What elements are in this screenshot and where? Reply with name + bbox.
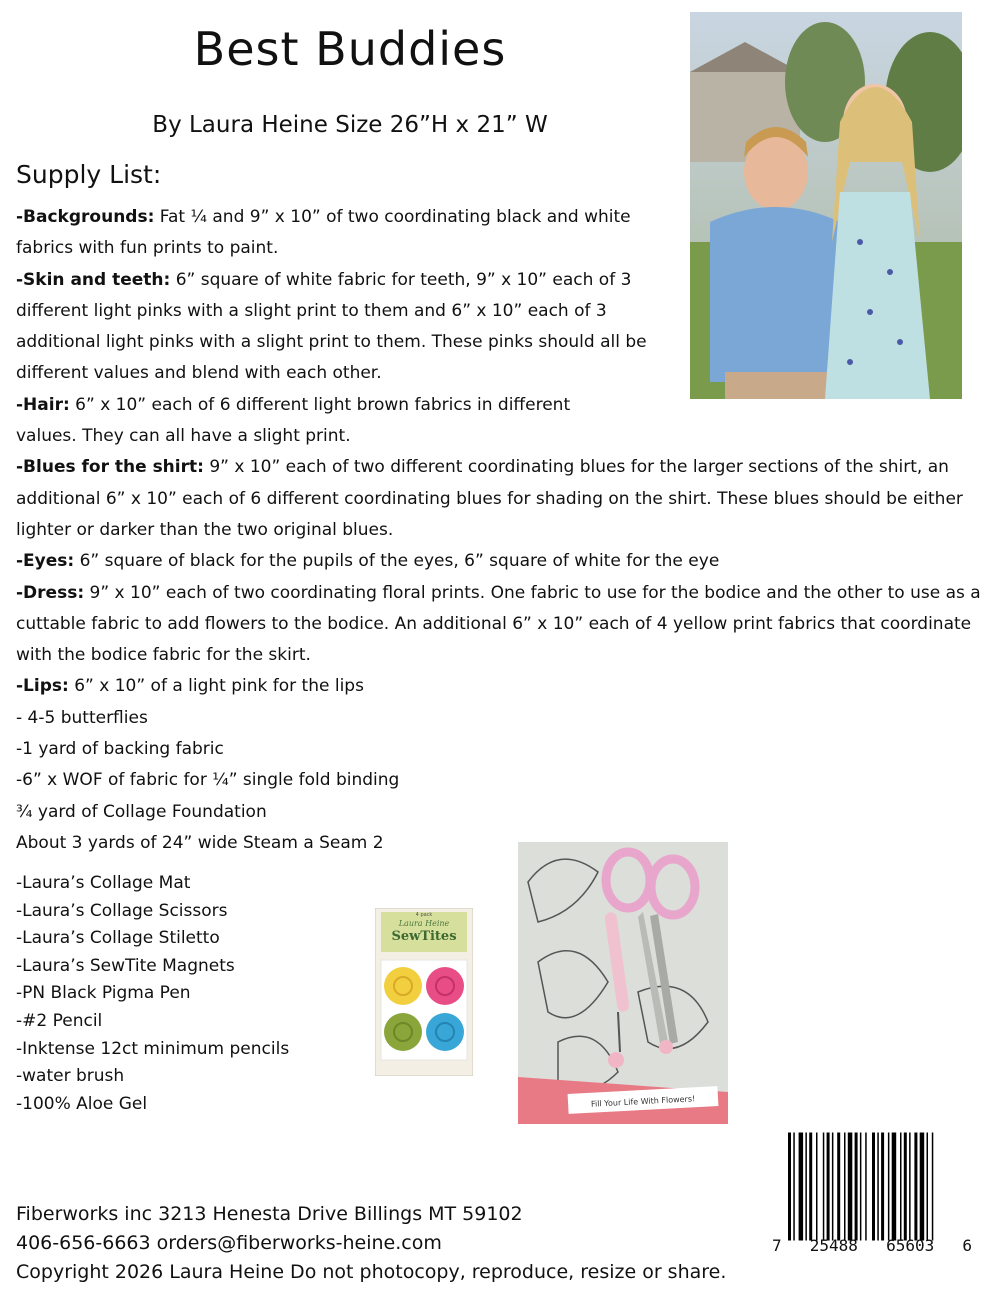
list-item: -Laura’s Collage Mat: [16, 873, 191, 893]
supply-list-heading: Supply List:: [16, 160, 162, 189]
list-item: -#2 Pencil: [16, 1010, 103, 1031]
byline: By Laura Heine Size 26”H x 21” W: [152, 112, 548, 138]
list-item: -PN Black Pigma Pen: [16, 983, 191, 1004]
tools-list: [16, 870, 289, 1118]
item-skin-teeth: -Skin and teeth: 6” square of white fabric for teeth, 9” x 10” each of 3 different light pinks with a slight print to them and 6” x 10” each of 3 additional light pinks with a slight print to them. These pinks should all be different values and blend with each other.: [16, 269, 647, 384]
supply-list: [16, 202, 988, 859]
list-item: -100% Aloe Gel: [16, 1093, 148, 1114]
list-item: -Laura’s Collage Stiletto: [16, 928, 220, 949]
footer-contact: 406-656-6663 orders@fiberworks-heine.com: [16, 1232, 442, 1254]
barcode-digits: 7 25488 65603 6: [772, 1236, 972, 1255]
package-name: SewTites: [391, 929, 457, 944]
list-item: -Laura’s Collage Scissors: [16, 900, 228, 921]
footer: [16, 1200, 726, 1287]
footer-copyright: Copyright 2026 Laura Heine Do not photocopy, reproduce, resize or share.: [16, 1261, 727, 1283]
package-brand: Laura Heine: [398, 919, 450, 928]
item-blues: -Blues for the shirt: 9” x 10” each of two different coordinating blues for the larger sections of the shirt, an additional 6” x 10” each of 6 different coordinating blues for shading on the shirt. These blues should be either lighter or darker than the two original blues.: [16, 457, 963, 540]
item-lips: -Lips: 6” x 10” of a light pink for the lips: [16, 676, 364, 697]
collage-mat-scissors-image: [518, 842, 728, 1124]
list-item: -6” x WOF of fabric for ¼” single fold binding: [16, 770, 400, 791]
package-count: 4 pack: [415, 912, 433, 918]
list-item: -water brush: [16, 1066, 125, 1087]
page-title: Best Buddies: [193, 22, 507, 76]
list-item: -Inktense 12ct minimum pencils: [16, 1038, 290, 1059]
list-item: -Laura’s SewTite Magnets: [16, 955, 235, 976]
item-backgrounds: -Backgrounds: Fat ¼ and 9” x 10” of two coordinating black and white fabrics with fun prints to paint.: [16, 207, 631, 259]
list-item: ¾ yard of Collage Foundation: [16, 801, 267, 822]
list-item: - 4-5 butterflies: [16, 707, 148, 728]
list-item: About 3 yards of 24” wide Steam a Seam 2: [16, 832, 384, 853]
item-dress: -Dress: 9” x 10” each of two coordinating floral prints. One fabric to use for the bodice and the other to use as a cuttable fabric to add flowers to the bodice. An additional 6” x 10” each of 4 yellow print fabrics that coordinate with the bodice fabric for the skirt.: [16, 582, 981, 666]
item-eyes: -Eyes: 6” square of black for the pupils of the eyes, 6” square of white for the eye: [16, 551, 720, 572]
list-item: -1 yard of backing fabric: [16, 739, 224, 760]
mat-slogan: Fill Your Life With Flowers!: [590, 1094, 696, 1109]
item-hair: -Hair: 6” x 10” each of 6 different light brown fabrics in different values. They can all have a slight print.: [16, 394, 571, 447]
sewtites-package-image: [375, 908, 473, 1076]
footer-address: Fiberworks inc 3213 Henesta Drive Billings MT 59102: [16, 1203, 523, 1225]
